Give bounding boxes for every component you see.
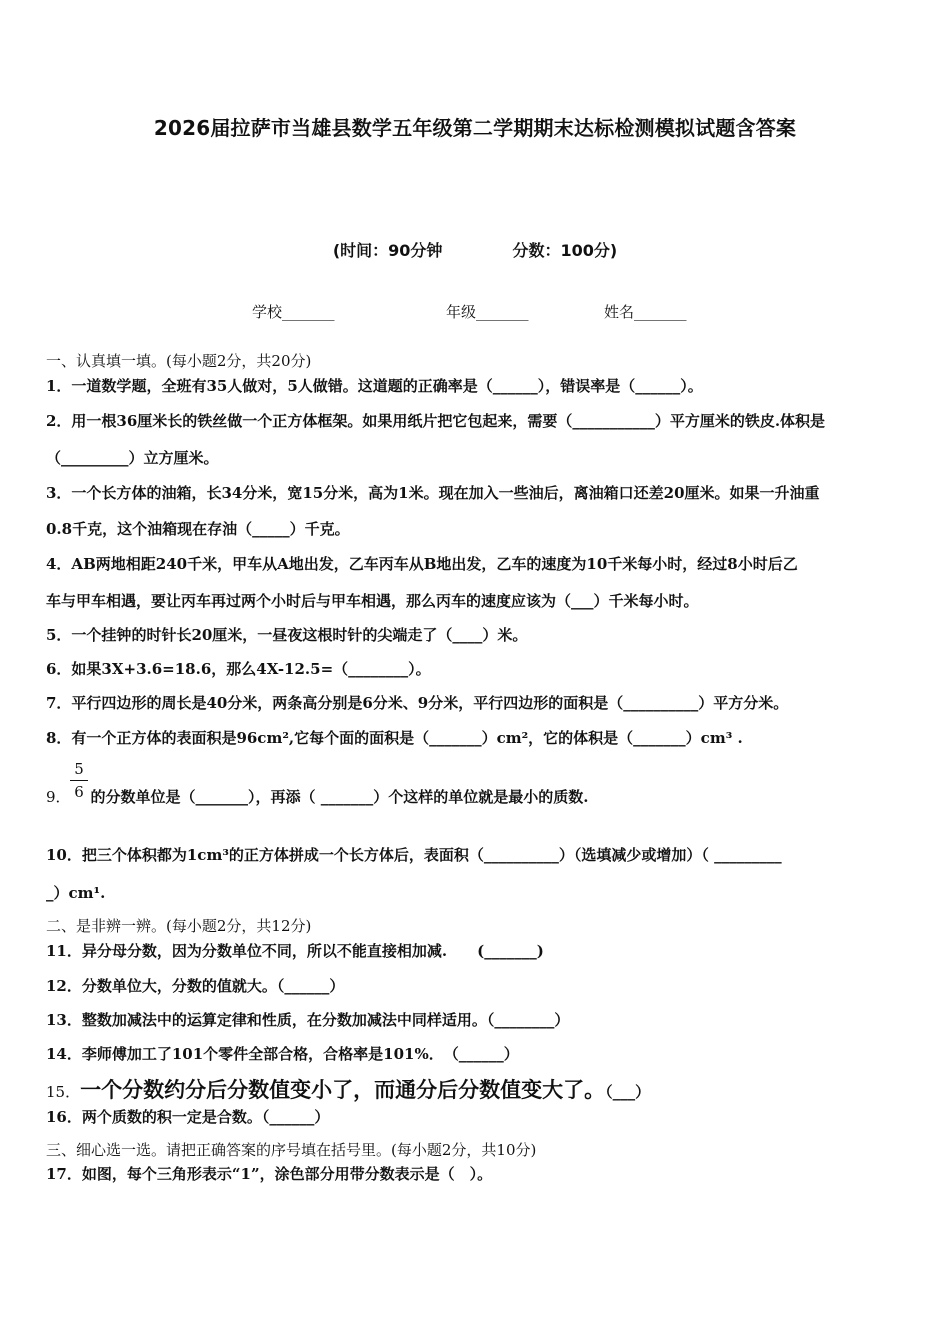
question-3-line-1: 3．一个长方体的油箱，长34分米，宽15分米，高为1米。现在加入一些油后，离油箱口还差20厘米。如果一升油重 <box>46 484 820 502</box>
question-7: 7．平行四边形的周长是40分米，两条高分别是6分米、9分米，平行四边形的面积是（__________）平方分米。 <box>46 694 789 712</box>
question-17: 17．如图，每个三角形表示“1”，涂色部分用带分数表示是（ ）。 <box>46 1165 493 1183</box>
document-title: 2026届拉萨市当雄县数学五年级第二学期期末达标检测模拟试题含答案 <box>153 116 797 140</box>
time-label: (时间：90分钟 <box>332 241 443 260</box>
question-12: 12．分数单位大，分数的值就大。（______） <box>46 977 345 995</box>
question-5: 5．一个挂钟的时针长20厘米，一昼夜这根时针的尖端走了（____）米。 <box>46 626 528 644</box>
question-2-line-2: （_________）立方厘米。 <box>46 449 219 467</box>
question-15 <box>46 1077 651 1102</box>
question-9-number: 9． <box>46 788 71 806</box>
fraction-denominator: 6 <box>74 783 84 801</box>
question-4-line-1: 4．AB两地相距240千米，甲车从A地出发，乙车丙车从B地出发，乙车的速度为10千米每小时，经过8小时后乙 <box>46 555 798 573</box>
section-3-heading: 三、细心选一选。请把正确答案的序号填在括号里。(每小题2分，共10分) <box>46 1141 537 1159</box>
question-15-blank: （___） <box>605 1083 651 1101</box>
question-11: 11．异分母分数，因为分数单位不同，所以不能直接相加减. (_______) <box>46 942 544 960</box>
question-13: 13．整数加减法中的运算定律和性质，在分数加减法中同样适用。（________） <box>46 1011 570 1029</box>
question-4-line-2: 车与甲车相遇，要让丙车再过两个小时后与甲车相遇，那么丙车的速度应该为（___）千米每小时。 <box>46 592 699 610</box>
question-3-line-2: 0.8千克，这个油箱现在存油（_____）千克。 <box>46 520 350 538</box>
question-10-line-1: 10．把三个体积都为1cm³的正方体拼成一个长方体后，表面积（__________）（选填减少或增加）（ _________ <box>46 846 782 864</box>
fraction-numerator: 5 <box>74 760 84 778</box>
grade-field: 年级_______ <box>446 303 529 321</box>
question-2-line-1: 2．用一根36厘米长的铁丝做一个正方体框架。如果用纸片把它包起来，需要（___________）平方厘米的铁皮.体积是 <box>46 412 826 430</box>
question-14: 14．李师傅加工了101个零件全部合格，合格率是101%． （______） <box>46 1045 519 1063</box>
question-6: 6．如果3X+3.6=18.6，那么4X-12.5=（________）。 <box>46 660 431 678</box>
name-field: 姓名_______ <box>604 303 687 321</box>
score-label: 分数：100分) <box>512 241 618 260</box>
question-16: 16．两个质数的积一定是合数。（______） <box>46 1108 330 1126</box>
question-8: 8．有一个正方体的表面积是96cm²,它每个面的面积是（_______）cm²，它的体积是（_______）cm³ . <box>46 729 743 747</box>
section-1-heading: 一、认真填一填。(每小题2分，共20分) <box>46 352 312 370</box>
question-9 <box>46 787 589 807</box>
question-10-line-2: _）cm¹. <box>46 884 106 902</box>
question-15-text: 一个分数约分后分数值变小了，而通分后分数值变大了。 <box>80 1077 606 1102</box>
question-15-number: 15． <box>46 1083 81 1101</box>
section-2-heading: 二、是非辨一辨。(每小题2分，共12分) <box>46 917 312 935</box>
question-1: 1．一道数学题，全班有35人做对，5人做错。这道题的正确率是（______），错误率是（______）。 <box>46 377 703 395</box>
school-field: 学校_______ <box>252 303 335 321</box>
exam-time-score <box>0 238 950 261</box>
question-9-text: 的分数单位是（_______），再添（ _______）个这样的单位就是最小的质数. <box>90 788 589 806</box>
